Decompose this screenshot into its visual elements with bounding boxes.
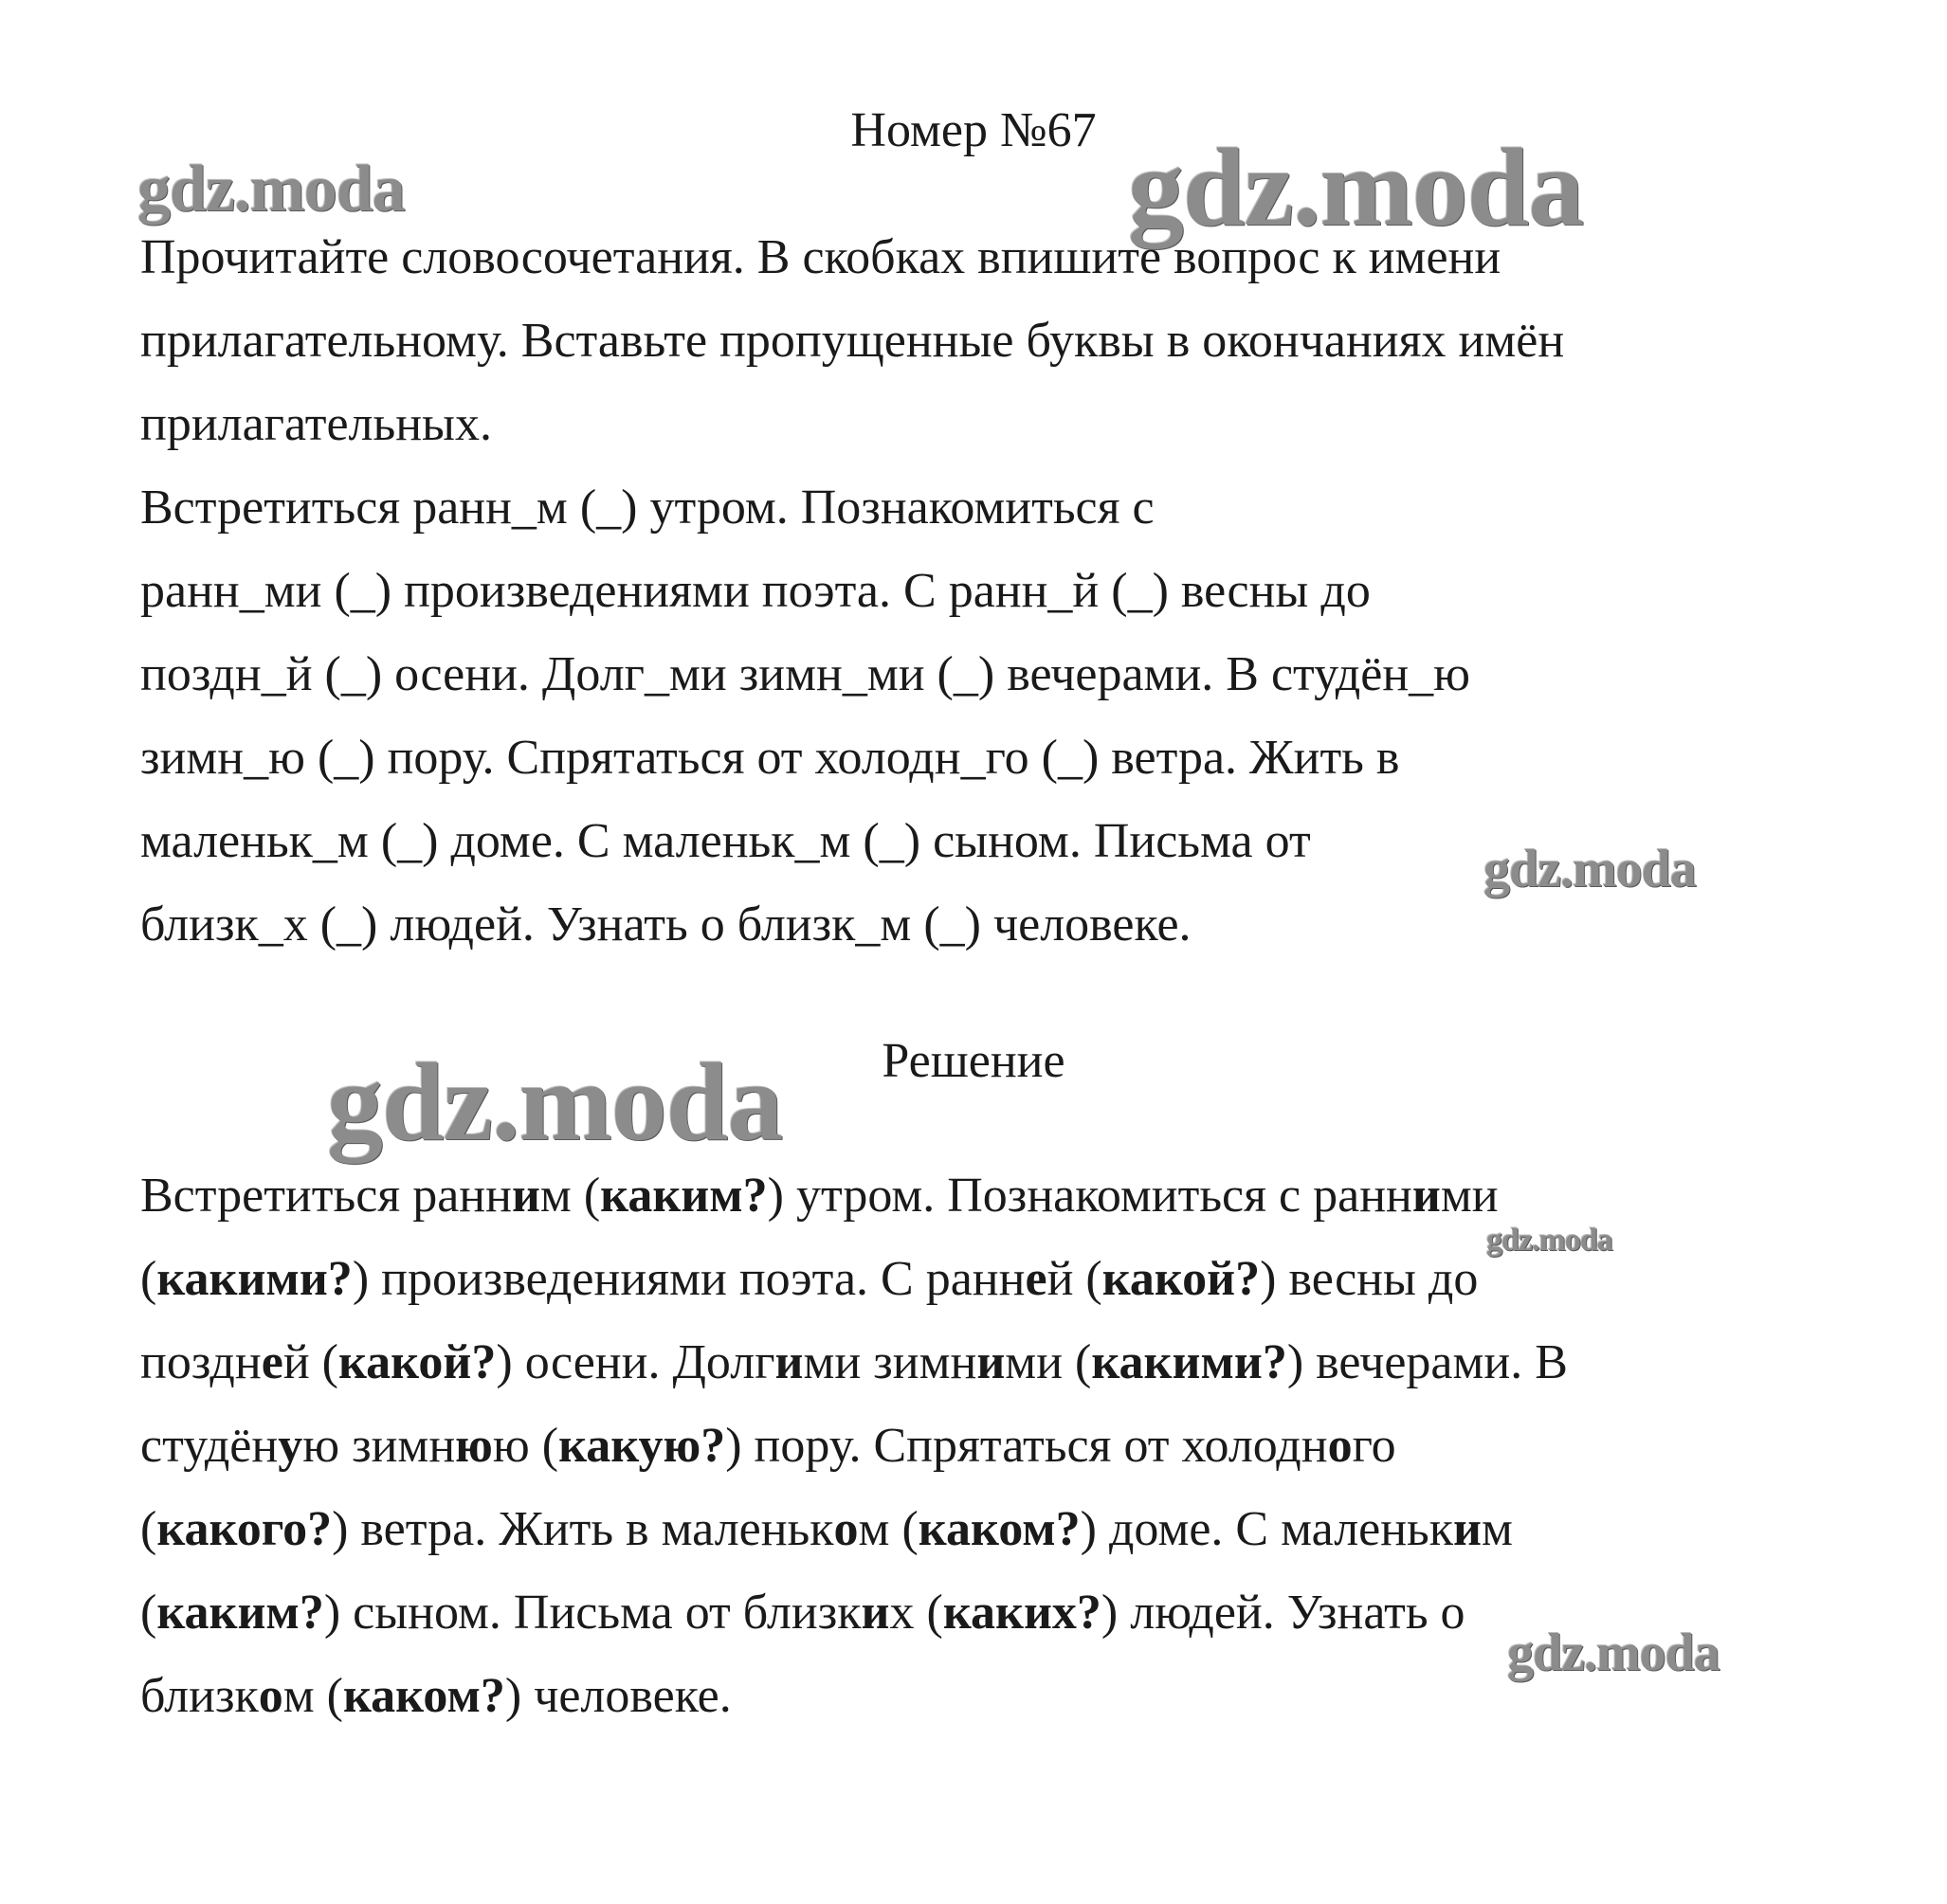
task-line: Прочитайте словосочетания. В скобках впишите вопрос к имени — [140, 230, 1501, 284]
answer-highlight: каком? — [342, 1669, 505, 1723]
answer-highlight: какую? — [558, 1419, 726, 1473]
answer-segment: м — [1482, 1502, 1513, 1556]
watermark: gdz.moda — [1483, 840, 1696, 898]
answer-segment: ( — [140, 1586, 157, 1640]
task-line: близк_х (_) людей. Узнать о близк_м (_) человеке. — [140, 898, 1192, 952]
answer-segment: Встретиться ранн — [140, 1169, 512, 1223]
answer-segment: м ( — [858, 1502, 919, 1556]
answer-highlight: какого? — [156, 1502, 333, 1556]
answer-highlight: и — [774, 1335, 804, 1389]
watermark: gdz.moda — [1486, 1223, 1612, 1258]
answer-segment: ю ( — [492, 1419, 559, 1473]
answer-segment: ( — [140, 1502, 157, 1556]
answer-highlight: е — [261, 1335, 283, 1389]
answer-segment: студён — [140, 1419, 279, 1473]
answer-segment: ми зимн — [803, 1335, 977, 1389]
task-line: прилагательных. — [140, 397, 492, 451]
answer-segment: ) вечерами. В — [1286, 1335, 1568, 1389]
answer-highlight: и — [511, 1169, 540, 1223]
answer-segment: м ( — [539, 1169, 601, 1223]
task-line: ранн_ми (_) произведениями поэта. С ранн_й (_) весны до — [140, 564, 1371, 618]
answer-segment: поздн — [140, 1335, 262, 1389]
task-line: Встретиться ранн_м (_) утром. Познакомиться с — [140, 481, 1155, 535]
answer-highlight: какими? — [1091, 1335, 1287, 1389]
answer-segment: ми — [1440, 1169, 1499, 1223]
answer-segment: ю зимн — [302, 1419, 456, 1473]
answer-segment: й ( — [282, 1335, 338, 1389]
answer-segment: близк — [140, 1669, 259, 1723]
answer-segment: ) произведениями поэта. С ранн — [352, 1252, 1026, 1306]
answer-highlight: е — [1025, 1252, 1047, 1306]
answer-highlight: о — [1327, 1419, 1353, 1473]
answer-highlight: о — [833, 1502, 859, 1556]
answer-line — [140, 1405, 1828, 1488]
task-line: зимн_ю (_) пору. Спрятаться от холодн_го (_) ветра. Жить в — [140, 731, 1400, 785]
solution-title: Решение — [882, 1034, 1065, 1088]
answer-highlight: ю — [455, 1419, 493, 1473]
page-title: Номер №67 — [850, 103, 1097, 157]
answer-segment: ) ветра. Жить в маленьк — [332, 1502, 834, 1556]
watermark: gdz.moda — [137, 153, 405, 226]
task-line: маленьк_м (_) доме. С маленьк_м (_) сыном. Письма от — [140, 814, 1311, 868]
answer-segment: ) сыном. Письма от близк — [323, 1586, 862, 1640]
answer-segment: ) весны до — [1260, 1252, 1479, 1306]
answer-highlight: какими? — [156, 1252, 353, 1306]
answer-segment: ) пору. Спрятаться от холодн — [725, 1419, 1328, 1473]
answer-highlight: и — [976, 1335, 1006, 1389]
answer-highlight: о — [258, 1669, 283, 1723]
answer-segment: ( — [140, 1252, 157, 1306]
answer-segment: м ( — [282, 1669, 343, 1723]
answer-highlight: и — [1453, 1502, 1483, 1556]
answer-highlight: каким? — [600, 1169, 768, 1223]
answer-highlight: у — [278, 1419, 303, 1473]
answer-segment: ми ( — [1005, 1335, 1092, 1389]
answer-segment: ) человеке. — [504, 1669, 732, 1723]
answer-segment: х ( — [889, 1586, 943, 1640]
watermark: gdz.moda — [1507, 1623, 1720, 1682]
answer-highlight: каких? — [942, 1586, 1101, 1640]
answer-highlight: каким? — [156, 1586, 324, 1640]
answer-line — [140, 1488, 1828, 1571]
answer-line — [140, 1321, 1828, 1405]
answer-segment: ) доме. С маленьк — [1080, 1502, 1454, 1556]
watermark: gdz.moda — [1128, 125, 1584, 249]
task-line: прилагательному. Вставьте пропущенные буквы в окончаниях имён — [140, 314, 1565, 368]
answer-highlight: каком? — [918, 1502, 1081, 1556]
answer-highlight: какой? — [1101, 1252, 1261, 1306]
watermark: gdz.moda — [327, 1040, 783, 1164]
task-line: поздн_й (_) осени. Долг_ми зимн_ми (_) вечерами. В студён_ю — [140, 647, 1471, 701]
answer-highlight: какой? — [337, 1335, 497, 1389]
answer-segment: ) утром. Познакомиться с ранн — [767, 1169, 1412, 1223]
answer-highlight: и — [861, 1586, 890, 1640]
answer-segment: й ( — [1046, 1252, 1102, 1306]
answer-segment: ) осени. Долг — [496, 1335, 775, 1389]
answer-highlight: и — [1411, 1169, 1441, 1223]
answer-segment: го — [1352, 1419, 1396, 1473]
answer-segment: ) людей. Узнать о — [1101, 1586, 1465, 1640]
